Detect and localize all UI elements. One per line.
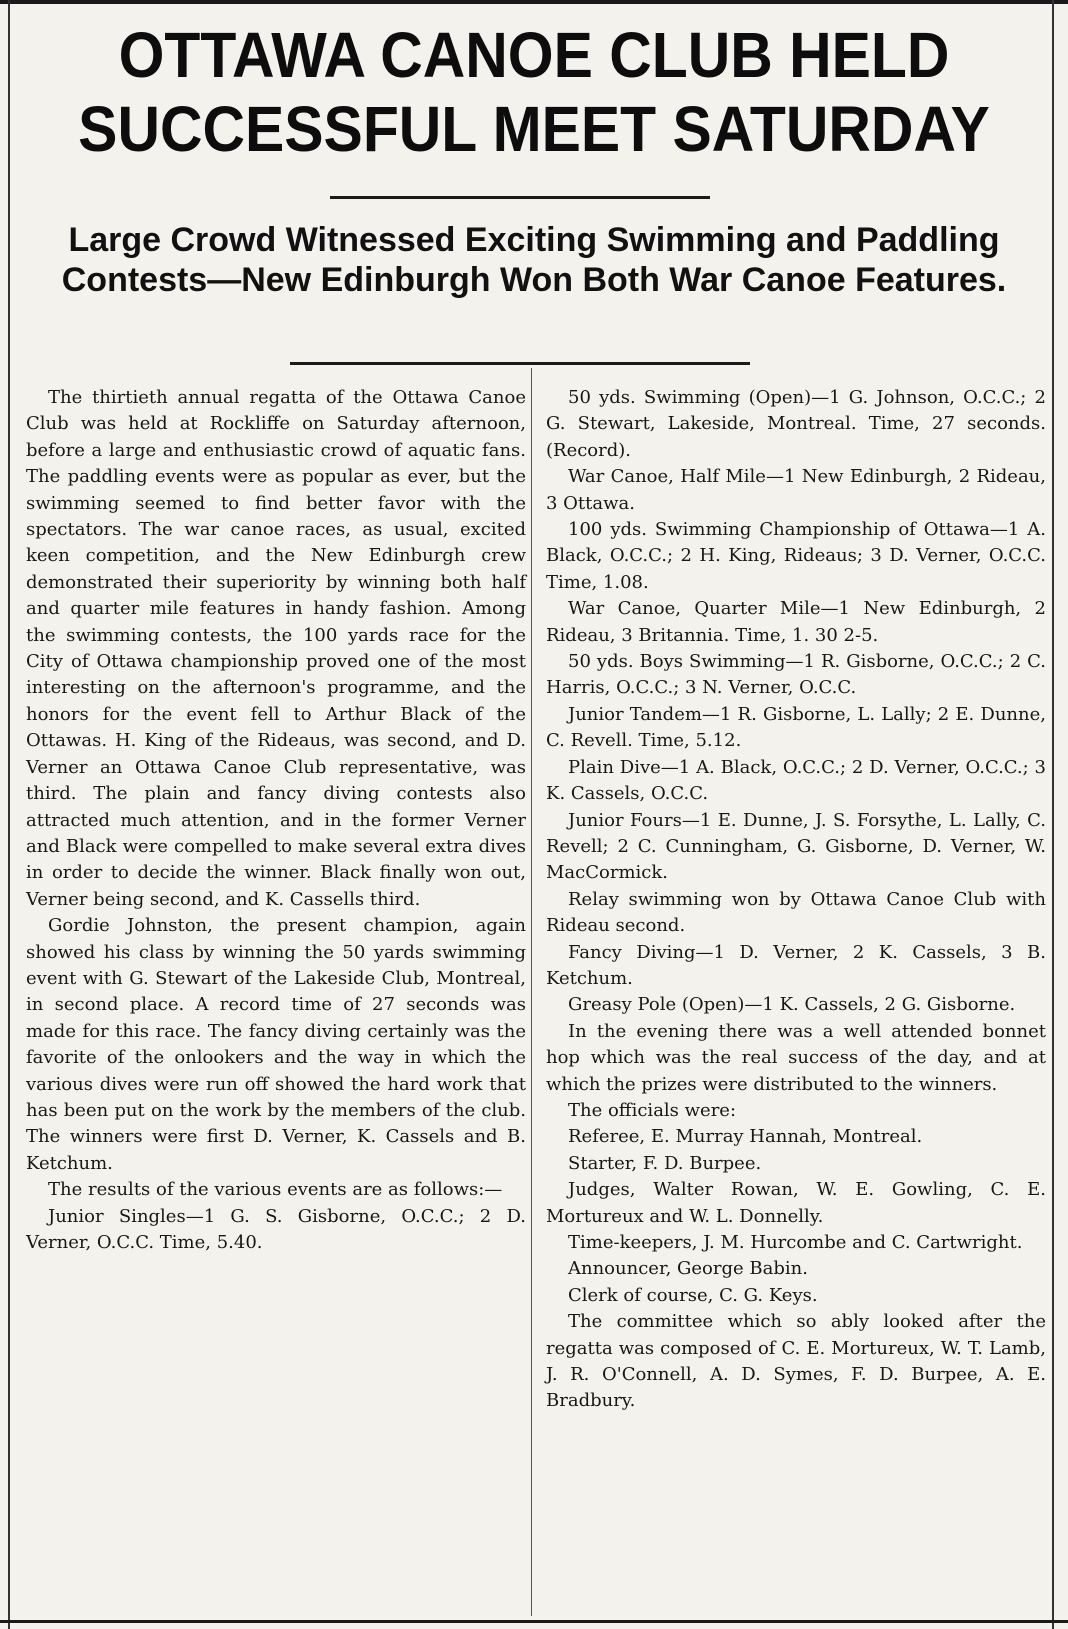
result-entry: Relay swimming won by Ottawa Canoe Club with Rideau second. [546,888,1046,937]
result-entry: 100 yds. Swimming Championship of Ottawa—1 A. Black, O.C.C.; 2 H. King, Rideaus; 3 D. Verner, O.C.C. Time, 1.08. [546,519,1046,593]
article-paragraph: The results of the various events are as follows:— [48,1179,503,1201]
column-divider [531,368,532,1616]
subheadline: Large Crowd Witnessed Exciting Swimming and Paddling Contests—New Edinburgh Won Both War Canoe Features. [61,221,1007,299]
result-entry: Fancy Diving—1 D. Verner, 2 K. Cassels, 3 B. Ketchum. [546,941,1046,989]
right-column [546,385,1046,1415]
result-entry: War Canoe, Quarter Mile—1 New Edinburgh, 2 Rideau, 3 Britannia. Time, 1. 30 2-5. [546,598,1046,646]
page-top-rule [0,0,1068,4]
result-entry: Greasy Pole (Open)—1 K. Cassels, 2 G. Gisborne. [568,994,1016,1016]
result-entry: Junior Fours—1 E. Dunne, J. S. Forsythe, L. Lally, C. Revell; 2 C. Cunningham, G. Gisborne, D. Verner, W. MacCormick. [546,809,1046,884]
headline-divider [330,196,710,199]
result-entry: 50 yds. Swimming (Open)—1 G. Johnson, O.C.C.; 2 G. Stewart, Lakeside, Montreal. Time, 27 seconds. (Record). [546,387,1046,461]
page-left-rule [8,0,10,1629]
left-column [26,385,526,1256]
official-entry: Time-keepers, J. M. Hurcombe and C. Cartwright. [568,1232,1023,1253]
subhead-divider [290,362,750,365]
result-entry: 50 yds. Boys Swimming—1 R. Gisborne, O.C.C.; 2 C. Harris, O.C.C.; 3 N. Verner, O.C.C. [546,651,1046,699]
headline [59,18,1008,166]
result-entry: Junior Tandem—1 R. Gisborne, L. Lally; 2 E. Dunne, C. Revell. Time, 5.12. [546,703,1046,752]
official-entry: Judges, Walter Rowan, W. E. Gowling, C. E. Mortureux and W. L. Donnelly. [546,1179,1046,1227]
official-entry: The committee which so ably looked after the regatta was composed of C. E. Mortureux, W. T. Lamb, J. R. O'Connell, A. D. Symes, F. D. Burpee, A. E. Bradbury. [546,1311,1046,1412]
headline-line-2: SUCCESSFUL MEET SATURDAY [78,93,990,165]
official-entry: Referee, E. Murray Hannah, Montreal. [568,1126,923,1148]
article-paragraph: In the evening there was a well attended bonnet hop which was the real success of the day, and at which the prizes were distributed to the winners. [546,1020,1046,1095]
result-entry: Junior Singles—1 G. S. Gisborne, O.C.C.; 2 D. Verner, O.C.C. Time, 5.40. [26,1205,526,1253]
official-entry: Starter, F. D. Burpee. [568,1152,762,1174]
page-bottom-rule [0,1620,1068,1623]
page-right-rule [1052,0,1054,1629]
article-paragraph: Gordie Johnston, the present champion, again showed his class by winning the 50 yards swimming event with G. Stewart of the Lakeside Club, Montreal, in second place. A record time of 27 seconds was made for this race. The fancy diving certainly was the favorite of the onlookers and the way in which the various dives were run off showed the hard work that has been put on the work by the members of the club. The winners were first D. Verner, K. Cassels and B. Ketchum. [26,915,526,1174]
headline-line-1: OTTAWA CANOE CLUB HELD [118,19,950,91]
officials-heading: The officials were: [568,1099,737,1121]
official-entry: Announcer, George Babin. [568,1258,808,1280]
official-entry: Clerk of course, C. G. Keys. [568,1284,818,1306]
result-entry: War Canoe, Half Mile—1 New Edinburgh, 2 Rideau, 3 Ottawa. [546,466,1046,514]
result-entry: Plain Dive—1 A. Black, O.C.C.; 2 D. Verner, O.C.C.; 3 K. Cassels, O.C.C. [546,756,1046,805]
article-paragraph: The thirtieth annual regatta of the Ottawa Canoe Club was held at Rockliffe on Saturday afternoon, before a large and enthusiastic crowd of aquatic fans. The paddling events were as popular as ever, but the swimming seemed to find better favor with the spectators. The war canoe races, as usual, excited keen competition, and the New Edinburgh crew demonstrated their superiority by winning both half and quarter mile features in handy fashion. Among the swimming contests, the 100 yards race for the City of Ottawa championship proved one of the most interesting on the afternoon's programme, and the honors for the event fell to Arthur Black of the Ottawas. H. King of the Rideaus, was second, and D. Verner an Ottawa Canoe Club representative, was third. The plain and fancy diving contests also attracted much attention, and in the former Verner and Black were compelled to make several extra dives in order to decide the winner. Black finally won out, Verner being second, and K. Cassells third. [26,387,526,910]
